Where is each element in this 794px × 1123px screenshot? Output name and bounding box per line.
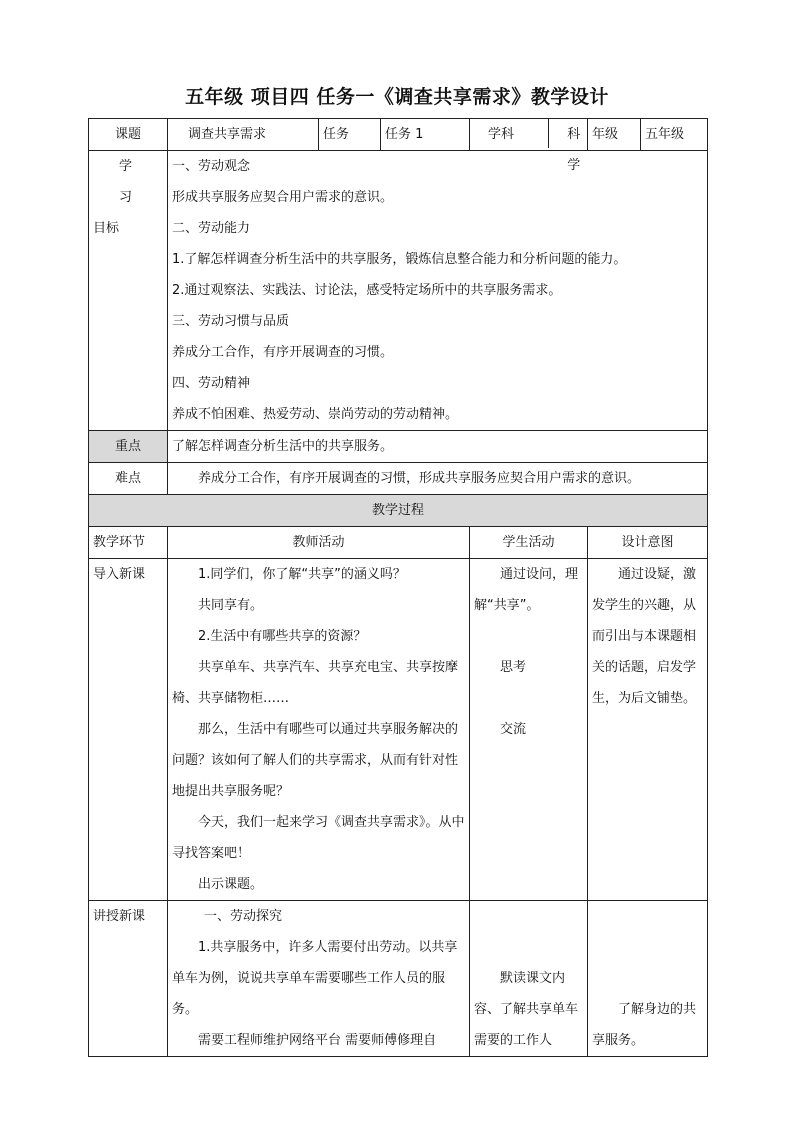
subject-label: 学科	[470, 119, 549, 148]
intro-stage: 导入新课	[89, 559, 168, 901]
goals-row	[89, 151, 708, 431]
lecture-teacher	[168, 901, 470, 1057]
goal-line: 四、劳动精神	[172, 376, 251, 391]
student-activity: 通过设问，理解“共享”。	[474, 567, 579, 613]
goal-line: 养成不怕困难、热爱劳动、崇尚劳动的劳动精神。	[172, 407, 459, 422]
difficulty-row	[89, 463, 708, 495]
teacher-line: 1.同学们，你了解“共享”的涵义吗？	[198, 567, 406, 582]
lecture-student	[470, 901, 588, 1057]
teacher-line: 共同享有。	[198, 598, 264, 613]
intro-row	[89, 559, 708, 901]
grade-value: 五年级	[641, 119, 708, 151]
goal-line: 形成共享服务应契合用户需求的意识。	[172, 190, 394, 205]
goal-line: 一、劳动观念	[172, 159, 251, 174]
intro-design	[588, 559, 708, 901]
difficulty-text: 养成分工合作，有序开展调查的习惯，形成共享服务应契合用户需求的意识。	[168, 463, 708, 495]
key-point-row	[89, 431, 708, 463]
task-label: 任务	[319, 119, 381, 151]
goals-label-line1: 学习	[119, 159, 147, 205]
teacher-line: 出示课题。	[198, 877, 264, 892]
lecture-row	[89, 901, 708, 1057]
info-row	[89, 119, 708, 151]
process-header: 教学过程	[89, 495, 708, 527]
subject-cell	[470, 119, 588, 173]
teacher-line: 一、劳动探究	[204, 909, 283, 924]
topic-label: 课题	[89, 119, 168, 151]
intro-student	[470, 559, 588, 901]
col-teacher: 教师活动	[168, 527, 470, 559]
grade-label: 年级	[588, 119, 641, 151]
student-activity: 默读课文内容、了解共享单车需要的工作人	[474, 971, 579, 1048]
col-design: 设计意图	[588, 527, 708, 559]
student-activity: 思考	[500, 660, 527, 675]
intro-teacher	[168, 559, 470, 901]
teacher-line: 那么，生活中有哪些可以通过共享服务解决的问题？该如何了解人们的共享需求，从而有针对性地提出共享服务呢？	[172, 722, 459, 799]
design-intent: 了解身边的共享服务。	[592, 1002, 697, 1048]
teacher-line: 今天，我们一起来学习《调查共享需求》。从中寻找答案吧！	[172, 815, 465, 861]
page-title: 五年级 项目四 任务一《调查共享需求》教学设计	[185, 86, 609, 108]
task-value: 任务 1	[381, 119, 470, 151]
teacher-line: 1.共享服务中，许多人需要付出劳动。以共享单车为例，说说共享单车需要哪些工作人员的服务。	[172, 940, 458, 1017]
design-intent: 通过设疑，激发学生的兴趣，从而引出与本课题相关的话题，启发学生，为后文铺垫。	[592, 567, 697, 706]
col-stage: 教学环节	[89, 527, 168, 559]
teacher-line: 2.生活中有哪些共享的资源？	[198, 629, 367, 644]
student-activity: 交流	[500, 722, 527, 737]
goals-label	[89, 151, 168, 431]
goal-line: 1.了解怎样调查分析生活中的共享服务，锻炼信息整合能力和分析问题的能力。	[172, 252, 627, 267]
goal-line: 二、劳动能力	[172, 221, 251, 236]
lecture-design	[588, 901, 708, 1057]
subject-value: 科学	[567, 127, 581, 173]
goal-line: 养成分工合作，有序开展调查的习惯。	[172, 345, 394, 360]
lesson-plan-table	[88, 118, 708, 1057]
difficulty-label: 难点	[89, 463, 168, 495]
teacher-line: 需要工程师维护网络平台 需要师傅修理自	[198, 1033, 437, 1048]
teacher-line: 共享单车、共享汽车、共享充电宝、共享按摩椅、共享储物柜……	[172, 660, 459, 706]
lecture-stage: 讲授新课	[89, 901, 168, 1057]
goal-line: 三、劳动习惯与品质	[172, 314, 290, 329]
goals-content	[168, 151, 708, 431]
key-point-text: 了解怎样调查分析生活中的共享服务。	[168, 431, 708, 463]
column-header-row	[89, 527, 708, 559]
process-header-row	[89, 495, 708, 527]
col-student: 学生活动	[470, 527, 588, 559]
goals-label-line2: 目标	[93, 221, 120, 236]
goal-line: 2.通过观察法、实践法、讨论法，感受特定场所中的共享服务需求。	[172, 283, 562, 298]
key-point-label: 重点	[89, 431, 168, 463]
topic-value: 调查共享需求	[168, 119, 319, 151]
